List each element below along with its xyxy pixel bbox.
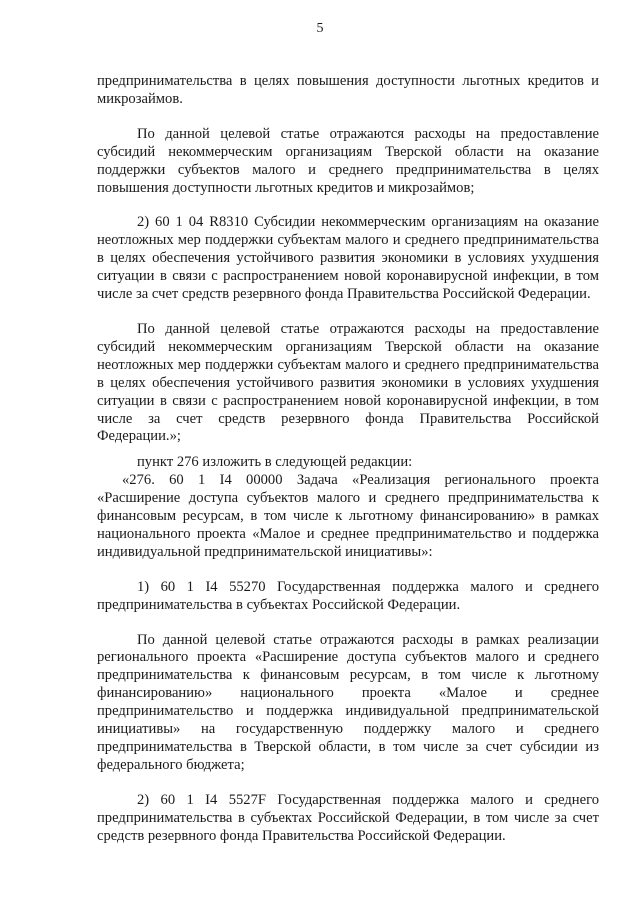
document-body (97, 73, 599, 846)
paragraph-description-1: По данной целевой статье отражаются расходы на предоставление субсидий некоммерческим организациям Тверской области на оказание поддержки субъектов малого и среднего предпринимательства в целях повышения доступности льготных кредитов и микрозаймов; (97, 125, 599, 196)
paragraph-item-2: 2) 60 1 04 R8310 Субсидии некоммерческим организациям на оказание неотложных мер поддержки субъектам малого и среднего предпринимательства в целях обеспечения устойчивого развития экономики в условиях ухудшения ситуации в связи с распространением новой коронавирусной инфекции, в том числе за счет средств резервного фонда Правительства Российской Федерации. (97, 214, 599, 303)
paragraph-subitem-2: 2) 60 1 I4 5527F Государственная поддержка малого и среднего предпринимательства в субъектах Российской Федерации, в том числе за счет средств резервного фонда Правительства Российской Федерации. (97, 791, 599, 844)
paragraph-description-3: По данной целевой статье отражаются расходы в рамках реализации регионального проекта «Расширение доступа субъектов малого и среднего предпринимательства к финансовым ресурсам, в том числе к льготному финансированию» национального проекта «Малое и среднее предпринимательство и поддержка индивидуальной предпринимательской инициативы» на государственную поддержку малого и среднего предпринимательства в Тверской области, в том числе за счет субсидии из федерального бюджета; (97, 631, 599, 773)
paragraph-item-276: «276. 60 1 I4 00000 Задача «Реализация регионального проекта «Расширение доступа субъектов малого и среднего предпринимательства к финансовым ресурсам, в том числе к льготному финансированию» в рамках национального проекта «Малое и среднее предпринимательство и поддержка индивидуальной предпринимательской инициативы»: (97, 472, 599, 560)
paragraph-subitem-1: 1) 60 1 I4 55270 Государственная поддержка малого и среднего предпринимательства в субъектах Российской Федерации. (97, 578, 599, 613)
paragraph-continuation: предпринимательства в целях повышения доступности льготных кредитов и микрозаймов. (97, 73, 599, 107)
page-number: 5 (316, 21, 324, 36)
paragraph-description-2: По данной целевой статье отражаются расходы на предоставление субсидий некоммерческим организациям Тверской области на оказание неотложных мер поддержки субъектам малого и среднего предпринимательства в целях обеспечения устойчивого развития экономики в условиях ухудшения ситуации в связи с распространением новой коронавирусной инфекции, в том числе за счет средств резервного фонда Правительства Российской Федерации.»; (97, 320, 599, 445)
paragraph-amendment-intro: пункт 276 изложить в следующей редакции: (137, 454, 413, 471)
